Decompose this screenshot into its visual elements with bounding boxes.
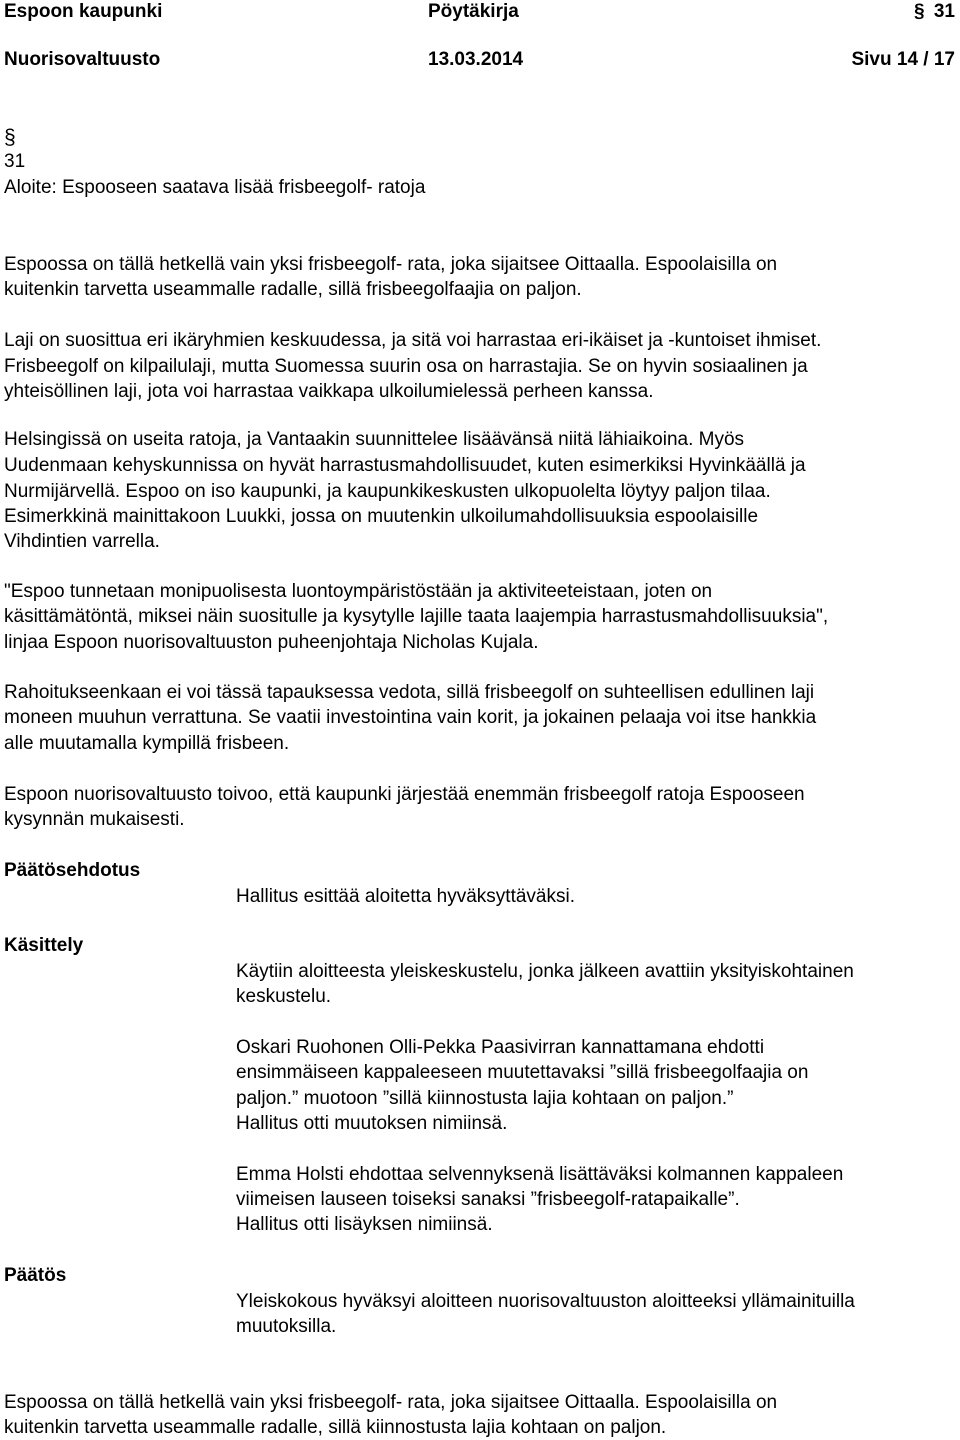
discussion-line: Hallitus otti lisäyksen nimiinsä. [236, 1214, 493, 1235]
decision-line: muutoksilla. [236, 1316, 337, 1337]
paragraph-line: moneen muuhun verrattuna. Se vaatii investointina vain korit, ja jokainen pelaaja voi itse hankkia [4, 707, 817, 728]
header-page-number: Sivu 14 / 17 [851, 49, 955, 70]
section-title: Aloite: Espooseen saatava lisää frisbeegolf- ratoja [4, 177, 426, 198]
paragraph-line: käsittämätöntä, miksei näin suositulle ja kysytylle lajille taata laajempia harrastusmahdollisuuksia", [4, 606, 829, 627]
paragraph-line: Espoon nuorisovaltuusto toivoo, että kaupunki järjestää enemmän frisbeegolf ratoja Espooseen [4, 784, 805, 805]
header-body: Nuorisovaltuusto [4, 49, 161, 70]
discussion-line: ensimmäiseen kappaleeseen muutettavaksi ”sillä frisbeegolfaajia on [236, 1062, 809, 1083]
paragraph-line: kuitenkin tarvetta useammalle radalle, sillä kiinnostusta lajia kohtaan on paljon. [4, 1417, 667, 1438]
discussion-line: Emma Holsti ehdottaa selvennyksenä lisättäväksi kolmannen kappaleen [236, 1164, 844, 1185]
decision-line: Yleiskokous hyväksyi aloitteen nuorisovaltuuston aloitteeksi yllämainituilla [236, 1291, 855, 1312]
paragraph-line: linjaa Espoon nuorisovaltuuston puheenjohtaja Nicholas Kujala. [4, 632, 539, 653]
discussion-line: Oskari Ruohonen Olli-Pekka Paasivirran kannattamana ehdotti [236, 1037, 765, 1058]
header-date: 13.03.2014 [428, 49, 524, 70]
paragraph-line: Uudenmaan kehyskunnissa on hyvät harrastusmahdollisuudet, kuten esimerkiksi Hyvinkäällä ja [4, 455, 806, 476]
decision-label: Päätös [4, 1265, 67, 1286]
header-org: Espoon kaupunki [4, 1, 163, 22]
header-section [914, 0, 955, 24]
paragraph-line: Esimerkkinä mainittakoon Luukki, jossa on muutenkin ulkoilumahdollisuuksia espoolaisille [4, 506, 759, 527]
paragraph-line: Laji on suosittua eri ikäryhmien keskuudessa, ja sitä voi harrastaa eri-ikäiset ja -kuntoiset ihmiset. [4, 330, 822, 351]
paragraph-line: "Espoo tunnetaan monipuolisesta luontoympäristöstään ja aktiviteeteistaan, joten on [4, 581, 713, 602]
paragraph-line: kysynnän mukaisesti. [4, 809, 185, 830]
paragraph-line: kuitenkin tarvetta useammalle radalle, sillä frisbeegolfaajia on paljon. [4, 279, 582, 300]
paragraph-line: Helsingissä on useita ratoja, ja Vantaakin suunnittelee lisäävänsä niitä lähiaikoina. Myös [4, 429, 745, 450]
discussion-line: Hallitus otti muutoksen nimiinsä. [236, 1113, 508, 1134]
paragraph-line: Vihdintien varrella. [4, 531, 160, 552]
header-doc-type: Pöytäkirja [428, 1, 519, 22]
paragraph-line: alle muutamalla kympillä frisbeen. [4, 733, 290, 754]
discussion-line: viimeisen lauseen toiseksi sanaksi ”frisbeegolf-ratapaikalle”. [236, 1189, 740, 1210]
paragraph-line: Espoossa on tällä hetkellä vain yksi frisbeegolf- rata, joka sijaitsee Oittaalla. Espoolaisilla on [4, 1392, 778, 1413]
header-section-symbol: § [914, 1, 925, 22]
proposal-text: Hallitus esittää aloitetta hyväksyttäväksi. [236, 886, 575, 907]
discussion-line: keskustelu. [236, 986, 332, 1007]
discussion-line: Käytiin aloitteesta yleiskeskustelu, jonka jälkeen avattiin yksityiskohtainen [236, 961, 854, 982]
paragraph-line: yhteisöllinen laji, jota voi harrastaa vaikkapa ulkoilumielessä perheen kanssa. [4, 381, 654, 402]
section-symbol: § [4, 126, 16, 149]
paragraph-line: Rahoitukseenkaan ei voi tässä tapauksessa vedota, sillä frisbeegolf on suhteellisen edullinen laji [4, 682, 815, 703]
proposal-label: Päätösehdotus [4, 860, 141, 881]
discussion-label: Käsittely [4, 935, 84, 956]
discussion-line: paljon.” muotoon ”sillä kiinnostusta lajia kohtaan on paljon.” [236, 1088, 734, 1109]
paragraph-line: Nurmijärvellä. Espoo on iso kaupunki, ja kaupunkikeskusten ulkopuolelta löytyy paljon tilaa. [4, 481, 771, 502]
header-section-number: 31 [933, 1, 955, 22]
section-number: 31 [4, 151, 26, 172]
paragraph-line: Frisbeegolf on kilpailulaji, mutta Suomessa suurin osa on harrastajia. Se on hyvin sosiaalinen ja [4, 356, 808, 377]
paragraph-line: Espoossa on tällä hetkellä vain yksi frisbeegolf- rata, joka sijaitsee Oittaalla. Espoolaisilla on [4, 254, 778, 275]
